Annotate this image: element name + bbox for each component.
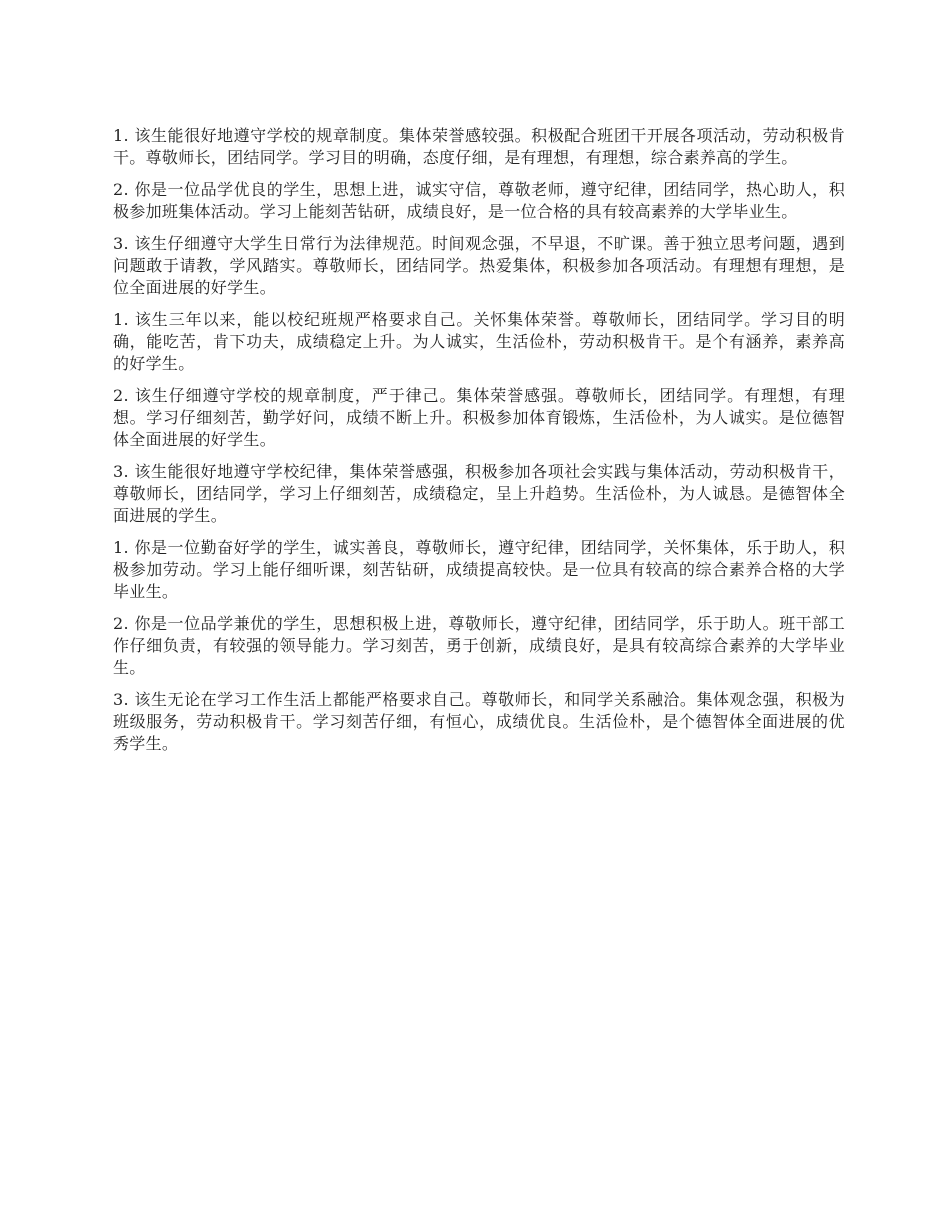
document-body [113, 125, 845, 765]
paragraph-7: 1. 你是一位勤奋好学的学生，诚实善良，尊敬师长，遵守纪律，团结同学，关怀集体，乐于助人，积极参加劳动。学习上能仔细听课，刻苦钻研，成绩提高较快。是一位具有较高的综合素养合格的大学毕业生。 [113, 538, 845, 601]
paragraph-8: 2. 你是一位品学兼优的学生，思想积极上进，尊敬师长，遵守纪律，团结同学，乐于助人。班干部工作仔细负责，有较强的领导能力。学习刻苦，勇于创新，成绩良好，是具有较高综合素养的大学毕业生。 [113, 614, 845, 677]
paragraph-9: 3. 该生无论在学习工作生活上都能严格要求自己。尊敬师长，和同学关系融洽。集体观念强，积极为班级服务，劳动积极肯干。学习刻苦仔细，有恒心，成绩优良。生活俭朴，是个德智体全面进展的优秀学生。 [113, 690, 845, 753]
paragraph-1: 1. 该生能很好地遵守学校的规章制度。集体荣誉感较强。积极配合班团干开展各项活动，劳动积极肯干。尊敬师长，团结同学。学习目的明确，态度仔细，是有理想，有理想，综合素养高的学生。 [113, 126, 845, 167]
paragraph-4: 1. 该生三年以来，能以校纪班规严格要求自己。关怀集体荣誉。尊敬师长，团结同学。学习目的明确，能吃苦，肯下功夫，成绩稳定上升。为人诚实，生活俭朴，劳动积极肯干。是个有涵养，素养高的好学生。 [113, 310, 845, 373]
paragraph-5: 2. 该生仔细遵守学校的规章制度，严于律己。集体荣誉感强。尊敬师长，团结同学。有理想，有理想。学习仔细刻苦，勤学好问，成绩不断上升。积极参加体育锻炼，生活俭朴，为人诚实。是位德智体全面进展的好学生。 [113, 386, 845, 449]
paragraph-6: 3. 该生能很好地遵守学校纪律，集体荣誉感强，积极参加各项社会实践与集体活动，劳动积极肯干，尊敬师长，团结同学，学习上仔细刻苦，成绩稳定，呈上升趋势。生活俭朴，为人诚恳。是德智体全面进展的学生。 [113, 462, 845, 525]
paragraph-2: 2. 你是一位品学优良的学生，思想上进，诚实守信，尊敬老师，遵守纪律，团结同学，热心助人，积极参加班集体活动。学习上能刻苦钻研，成绩良好，是一位合格的具有较高素养的大学毕业生。 [113, 180, 845, 221]
paragraph-3: 3. 该生仔细遵守大学生日常行为法律规范。时间观念强，不早退，不旷课。善于独立思考问题，遇到问题敢于请教，学风踏实。尊敬师长，团结同学。热爱集体，积极参加各项活动。有理想有理想，是位全面进展的好学生。 [113, 234, 845, 297]
